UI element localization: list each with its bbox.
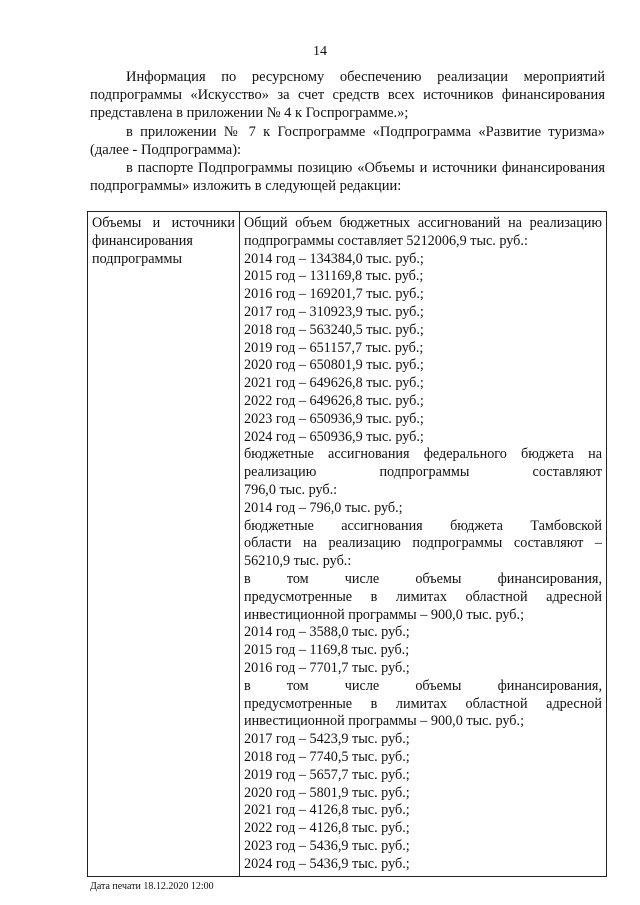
text-line: финансирования подпрограммы» изложить в следующей редакции: [90, 160, 605, 195]
intro-paragraph-3 [90, 159, 605, 195]
intro-text [90, 68, 605, 195]
text-line: Информация по ресурсному обеспечению реализации мероприятий [126, 69, 605, 85]
cell-line: бюджетные ассигнования федерального бюджета на [244, 446, 602, 463]
cell-line: 2021 год – 4126,8 тыс. руб.; [244, 802, 410, 819]
text-line: в паспорте Подпрограммы позицию «Объемы и источники [126, 160, 498, 177]
position-name-cell [88, 212, 240, 877]
cell-line: 2022 год – 4126,8 тыс. руб.; [244, 820, 410, 837]
print-date: Дата печати 18.12.2020 12:00 [90, 881, 214, 892]
cell-line: Объемы и источники [92, 215, 235, 231]
cell-line: в том числе объемы финансирования, [244, 677, 602, 694]
cell-line: 2023 год – 650936,9 тыс. руб.; [244, 410, 424, 427]
cell-line: 2020 год – 650801,9 тыс. руб.; [244, 357, 424, 374]
cell-line: 2020 год – 5801,9 тыс. руб.; [244, 784, 410, 801]
cell-line: 2016 год – 7701,7 тыс. руб.; [244, 659, 410, 676]
table-row [88, 212, 607, 877]
cell-line: в том числе объемы финансирования, [244, 570, 602, 587]
cell-line: 2014 год – 3588,0 тыс. руб.; [244, 624, 410, 641]
cell-line: 2015 год – 131169,8 тыс. руб.; [244, 268, 424, 285]
intro-paragraph-1 [90, 68, 605, 123]
text-line: представлена в приложении № 4 к Госпрограмме.»; [90, 105, 409, 122]
cell-line: 2024 год – 5436,9 тыс. руб.; [244, 855, 410, 872]
cell-line: подпрограммы [92, 250, 182, 267]
cell-line: Общий объем бюджетных ассигнований на реализацию [244, 215, 602, 231]
cell-line: инвестиционной программы – 900,0 тыс. руб.; [244, 713, 525, 730]
text-line: подпрограммы «Искусство» за счет средств всех источников финансирования [90, 87, 605, 104]
cell-line: 2018 год – 7740,5 тыс. руб.; [244, 748, 410, 765]
cell-line: 2015 год – 1169,8 тыс. руб.; [244, 642, 410, 659]
cell-line: 2017 год – 310923,9 тыс. руб.; [244, 303, 424, 320]
cell-line: реализацию подпрограммы составляют [244, 464, 602, 481]
cell-line: 2024 год – 650936,9 тыс. руб.; [244, 428, 424, 445]
cell-line: бюджетные ассигнования бюджета Тамбовской [244, 517, 602, 534]
cell-line: 2018 год – 563240,5 тыс. руб.; [244, 321, 424, 338]
cell-line: подпрограммы составляет 5212006,9 тыс. руб.: [244, 232, 528, 249]
page-number: 14 [313, 44, 327, 59]
cell-line: 796,0 тыс. руб.: [244, 481, 338, 498]
text-line: (далее - Подпрограмма): [90, 141, 242, 158]
cell-line: 2022 год – 649626,8 тыс. руб.; [244, 392, 424, 409]
cell-line: 2014 год – 134384,0 тыс. руб.; [244, 250, 424, 267]
cell-line: инвестиционной программы – 900,0 тыс. руб.; [244, 606, 525, 623]
cell-line: предусмотренные в лимитах областной адресной [244, 695, 602, 712]
cell-line: 2016 год – 169201,7 тыс. руб.; [244, 286, 424, 303]
intro-paragraph-2 [90, 123, 605, 159]
cell-line: области на реализацию подпрограммы составляют – [244, 535, 602, 552]
cell-line: 2023 год – 5436,9 тыс. руб.; [244, 837, 410, 854]
cell-line: 2021 год – 649626,8 тыс. руб.; [244, 375, 424, 392]
cell-line: 56210,9 тыс. руб.: [244, 553, 352, 570]
position-value-cell [240, 212, 607, 877]
cell-line: предусмотренные в лимитах областной адресной [244, 588, 602, 605]
passport-table [87, 211, 607, 877]
cell-line: 2014 год – 796,0 тыс. руб.; [244, 499, 403, 516]
text-line: в приложении № 7 к Госпрограмме «Подпрограмма «Развитие туризма» [126, 123, 605, 140]
cell-line: 2019 год – 5657,7 тыс. руб.; [244, 766, 410, 783]
cell-line: 2017 год – 5423,9 тыс. руб.; [244, 731, 410, 748]
cell-line: финансирования [92, 232, 193, 249]
cell-line: 2019 год – 651157,7 тыс. руб.; [244, 339, 424, 356]
